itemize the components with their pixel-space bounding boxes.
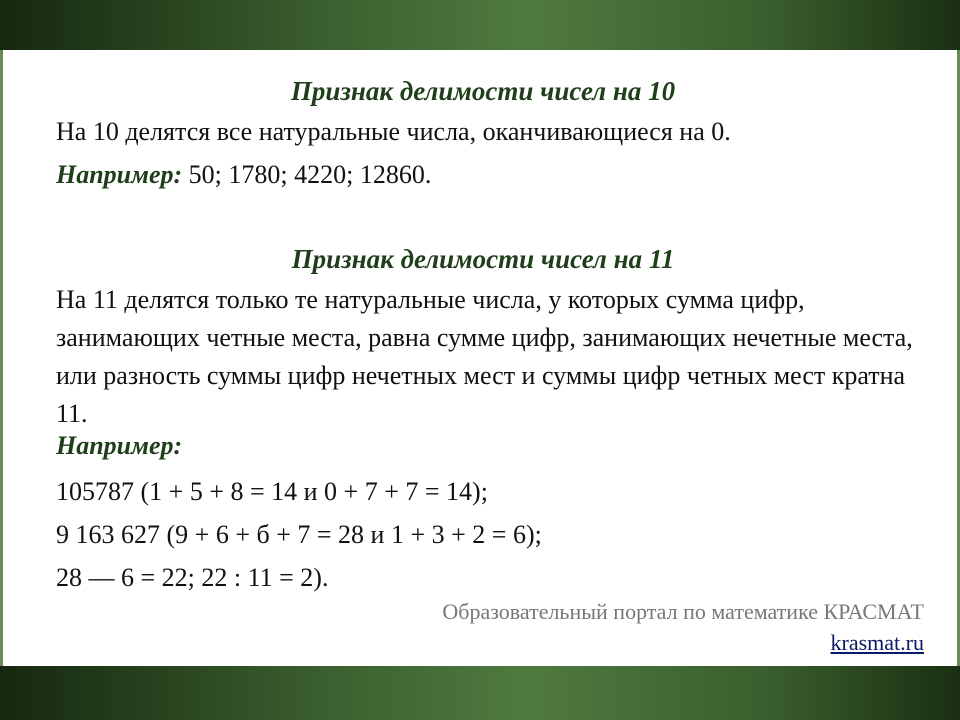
- example-label: Например:: [56, 160, 183, 189]
- example-line-1: 105787 (1 + 5 + 8 = 14 и 0 + 7 + 7 = 14);: [56, 477, 488, 506]
- footer-site-link[interactable]: krasmat.ru: [830, 630, 924, 655]
- rule-divisibility-11: На 11 делятся только те натуральные числа, у которых сумма цифр, занимающих четные места, равна сумме цифр, занимающих нечетные места, или разность суммы цифр нечетных мест и суммы цифр четных мест кратна 11.: [56, 285, 913, 428]
- heading-divisibility-11: Признак делимости чисел на 11: [291, 244, 675, 274]
- example-line-2: 9 163 627 (9 + 6 + б + 7 = 28 и 1 + 3 + 2 = 6);: [56, 520, 542, 549]
- bottom-decorative-band: [0, 666, 960, 720]
- example-label-11: Например:: [56, 431, 183, 460]
- example-divisibility-10: [56, 160, 431, 190]
- heading-divisibility-10: Признак делимости чисел на 10: [290, 76, 676, 106]
- footer-portal-text: Образовательный портал по математике КРАСМАТ: [442, 599, 924, 624]
- top-decorative-band: [0, 0, 960, 50]
- example-line-3: 28 — 6 = 22; 22 : 11 = 2).: [56, 563, 329, 592]
- slide-content: [0, 50, 960, 666]
- example-values: 50; 1780; 4220; 12860.: [182, 160, 432, 189]
- rule-divisibility-10: На 10 делятся все натуральные числа, оканчивающиеся на 0.: [56, 117, 731, 146]
